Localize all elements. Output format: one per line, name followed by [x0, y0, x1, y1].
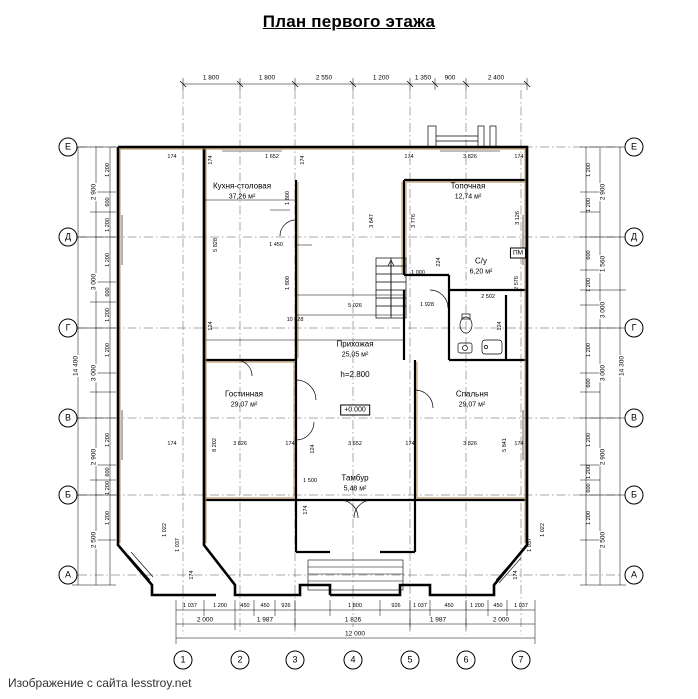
- room-tambour: [341, 474, 368, 495]
- interior-dim-5026: 5 026: [348, 303, 362, 309]
- dim-left-outer-2: 3 000: [90, 273, 98, 291]
- dim-bottom-inner-11: 450: [493, 603, 503, 609]
- interior-dim-124-a: 124: [208, 321, 214, 331]
- ceiling-height-annotation: h=2.800: [340, 369, 370, 379]
- interior-dim-174-d: 174: [404, 154, 414, 160]
- interior-dim-174-j: 174: [303, 505, 309, 515]
- dim-right-inner-1: 1 200: [586, 163, 592, 177]
- room-living-label: Гостинная: [225, 389, 263, 399]
- interior-dim-5841: 5 841: [502, 438, 508, 452]
- interior-dim-174-k: 174: [189, 570, 195, 580]
- interior-dim-3826-b: 3 826: [233, 441, 247, 447]
- interior-dim-1022-r: 1 022: [540, 523, 546, 537]
- axis-label-3: 3: [286, 651, 305, 670]
- dim-right-inner-3: 600: [586, 250, 592, 260]
- dim-bottom-inner-10: 1 200: [470, 603, 484, 609]
- dim-top-2: 1 800: [258, 74, 276, 82]
- room-bathroom-label: С/у: [475, 256, 487, 266]
- axis-label-7: 7: [512, 651, 531, 670]
- dim-top-3: 2 550: [315, 74, 333, 82]
- dim-bottom-inner-12: 1 037: [514, 603, 528, 609]
- room-hall-area: 25,05 м²: [341, 351, 369, 359]
- dim-right-outer-1: 2 900: [599, 183, 607, 201]
- dim-left-inner-7: 1 200: [105, 343, 111, 357]
- pm-marker: ПМ: [510, 248, 526, 259]
- dim-bottom-mid-2: 1 987: [256, 616, 274, 624]
- dim-left-inner-1: 1 200: [105, 163, 111, 177]
- interior-dim-3826-c: 3 826: [463, 441, 477, 447]
- axis-label-b-left: Б: [59, 486, 78, 505]
- room-boiler-area: 12,74 м²: [454, 193, 482, 201]
- room-tambour-area: 5,48 м²: [343, 485, 367, 493]
- interior-dim-1000: 1 000: [411, 270, 425, 276]
- dim-bottom-inner-1: 1 037: [183, 603, 197, 609]
- dim-left-outer-5: 2 500: [90, 531, 98, 549]
- interior-dim-224: 224: [436, 257, 442, 267]
- dim-top-1: 1 800: [202, 74, 220, 82]
- interior-dim-174-a: 174: [167, 154, 177, 160]
- axis-label-5: 5: [401, 651, 420, 670]
- dim-left-outer-3: 3 000: [90, 364, 98, 382]
- interior-dim-2576: 2 576: [514, 276, 520, 290]
- axis-label-6: 6: [457, 651, 476, 670]
- dim-right-inner-4: 1 200: [586, 278, 592, 292]
- dim-left-inner-8: 1 200: [105, 433, 111, 447]
- interior-dim-1450: 1 450: [269, 242, 283, 248]
- axis-label-d-left: Д: [59, 228, 78, 247]
- interior-dim-5828: 5 828: [213, 238, 219, 252]
- interior-dim-3652: 3 652: [348, 441, 362, 447]
- interior-dim-2502: 2 502: [481, 294, 495, 300]
- interior-dim-174-i: 174: [514, 441, 524, 447]
- interior-dim-3826-a: 3 826: [463, 154, 477, 160]
- room-tambour-label: Тамбур: [341, 473, 369, 483]
- dim-left-inner-2: 600: [105, 197, 111, 207]
- room-living-area: 29,07 м²: [230, 401, 258, 409]
- dim-left-outer-4: 2 900: [90, 448, 98, 466]
- dim-right-outer-5: 2 900: [599, 448, 607, 466]
- dim-bottom-inner-9: 450: [444, 603, 454, 609]
- dim-bottom-inner-2: 1 200: [213, 603, 227, 609]
- dim-top-5: 1 350: [414, 74, 432, 82]
- interior-dim-8202: 8 202: [212, 438, 218, 452]
- page-title: План первого этажа: [262, 12, 436, 31]
- room-boiler: [451, 182, 486, 203]
- interior-dim-124-b: 124: [497, 321, 503, 331]
- interior-dim-174-b: 174: [208, 155, 214, 165]
- axis-label-e-left: Е: [59, 138, 78, 157]
- dim-left-inner-6: 1 200: [105, 308, 111, 322]
- dim-left-inner-10: 1 200: [105, 481, 111, 495]
- dim-bottom-inner-8: 1 037: [413, 603, 427, 609]
- axis-label-v-right: В: [625, 409, 644, 428]
- room-boiler-label: Топочная: [450, 181, 486, 191]
- dim-bottom-total: 12 000: [345, 630, 365, 638]
- interior-dim-174-f: 174: [167, 441, 177, 447]
- interior-dim-174-c: 174: [300, 155, 306, 165]
- interior-dim-174-h: 174: [405, 441, 415, 447]
- axis-label-a-left: А: [59, 566, 78, 585]
- dim-right-outer-4: 3 000: [599, 364, 607, 382]
- room-bedroom-area: 29,07 м²: [458, 401, 486, 409]
- level-marker: +0.000: [340, 405, 370, 416]
- dim-right-inner-5: 1 200: [586, 343, 592, 357]
- interior-dim-3126: 3 126: [515, 211, 521, 225]
- room-hall-label: Прихожая: [336, 339, 374, 349]
- dim-left-inner-9: 600: [105, 467, 111, 477]
- axis-label-2: 2: [231, 651, 250, 670]
- dim-bottom-mid-1: 2 000: [196, 616, 214, 624]
- room-bathroom-area: 6,20 м²: [469, 268, 493, 276]
- interior-dim-3647: 3 647: [369, 214, 375, 228]
- axis-label-e-right: Е: [625, 138, 644, 157]
- interior-dim-174-g: 174: [285, 441, 295, 447]
- dim-left-outer-1: 2 900: [90, 183, 98, 201]
- room-kitchen-label: Кухня-столовая: [212, 181, 272, 191]
- room-bedroom-label: Спальня: [455, 389, 489, 399]
- axis-label-b-right: Б: [625, 486, 644, 505]
- dim-bottom-mid-3: 1 826: [344, 616, 362, 624]
- interior-dim-124-c: 124: [310, 444, 316, 454]
- dim-top-7: 2 400: [487, 74, 505, 82]
- room-bathroom: [470, 257, 493, 278]
- dim-right-outer-3: 3 000: [599, 301, 607, 319]
- interior-dim-174-m: 174: [513, 570, 519, 580]
- dim-right-inner-2: 1 200: [586, 198, 592, 212]
- axis-label-1: 1: [174, 651, 193, 670]
- dim-right-inner-9: 600: [586, 483, 592, 493]
- dim-right-total: 14 300: [618, 356, 626, 376]
- axis-label-a-right: А: [625, 566, 644, 585]
- room-hall: [336, 340, 373, 361]
- source-watermark: Изображение с сайта lesstroy.net: [8, 676, 192, 690]
- room-bedroom: [456, 390, 488, 411]
- dim-bottom-inner-6: 1 800: [348, 603, 362, 609]
- interior-dim-1800-a: 1 800: [285, 191, 291, 205]
- interior-dim-1037-r: 1 037: [527, 538, 533, 552]
- dim-right-inner-10: 1 200: [586, 511, 592, 525]
- interior-dim-1652: 1 652: [265, 154, 279, 160]
- interior-dim-10028: 10 028: [286, 317, 304, 323]
- dim-right-outer-6: 2 500: [599, 531, 607, 549]
- axis-label-4: 4: [344, 651, 363, 670]
- dim-left-inner-5: 600: [105, 287, 111, 297]
- room-living: [225, 390, 263, 411]
- dim-top-6: 900: [444, 74, 456, 82]
- dim-bottom-inner-3: 450: [240, 603, 250, 609]
- dim-right-inner-6: 600: [586, 378, 592, 388]
- axis-label-g-right: Г: [625, 319, 644, 338]
- dim-right-outer-2: 1 560: [599, 255, 607, 273]
- axis-label-v-left: В: [59, 409, 78, 428]
- room-kitchen: [213, 182, 271, 203]
- axis-label-d-right: Д: [625, 228, 644, 247]
- axis-label-g-left: Г: [59, 319, 78, 338]
- dim-bottom-mid-4: 1 987: [429, 616, 447, 624]
- floor-plan-drawing: [0, 40, 698, 670]
- dim-right-inner-8: 1 200: [586, 465, 592, 479]
- dim-right-inner-7: 1 200: [586, 433, 592, 447]
- dim-bottom-mid-5: 2 000: [492, 616, 510, 624]
- dim-top-4: 1 200: [372, 74, 390, 82]
- interior-dim-174-e: 174: [514, 154, 524, 160]
- interior-dim-1928: 1 928: [420, 302, 434, 308]
- interior-dim-1022-l: 1 022: [162, 523, 168, 537]
- dim-bottom-inner-5: 926: [281, 603, 291, 609]
- dim-left-inner-4: 1 200: [105, 253, 111, 267]
- dim-left-total: 14 400: [72, 356, 80, 376]
- interior-dim-1037-l: 1 037: [175, 538, 181, 552]
- interior-dim-3776: 3 776: [411, 214, 417, 228]
- dim-bottom-inner-4: 450: [260, 603, 270, 609]
- dim-left-inner-3: 1 200: [105, 218, 111, 232]
- dim-bottom-inner-7: 926: [391, 603, 401, 609]
- room-kitchen-area: 37,26 м²: [228, 193, 256, 201]
- interior-dim-1500: 1 500: [303, 478, 317, 484]
- dim-left-inner-11: 1 200: [105, 511, 111, 525]
- interior-dim-1800-b: 1 800: [285, 276, 291, 290]
